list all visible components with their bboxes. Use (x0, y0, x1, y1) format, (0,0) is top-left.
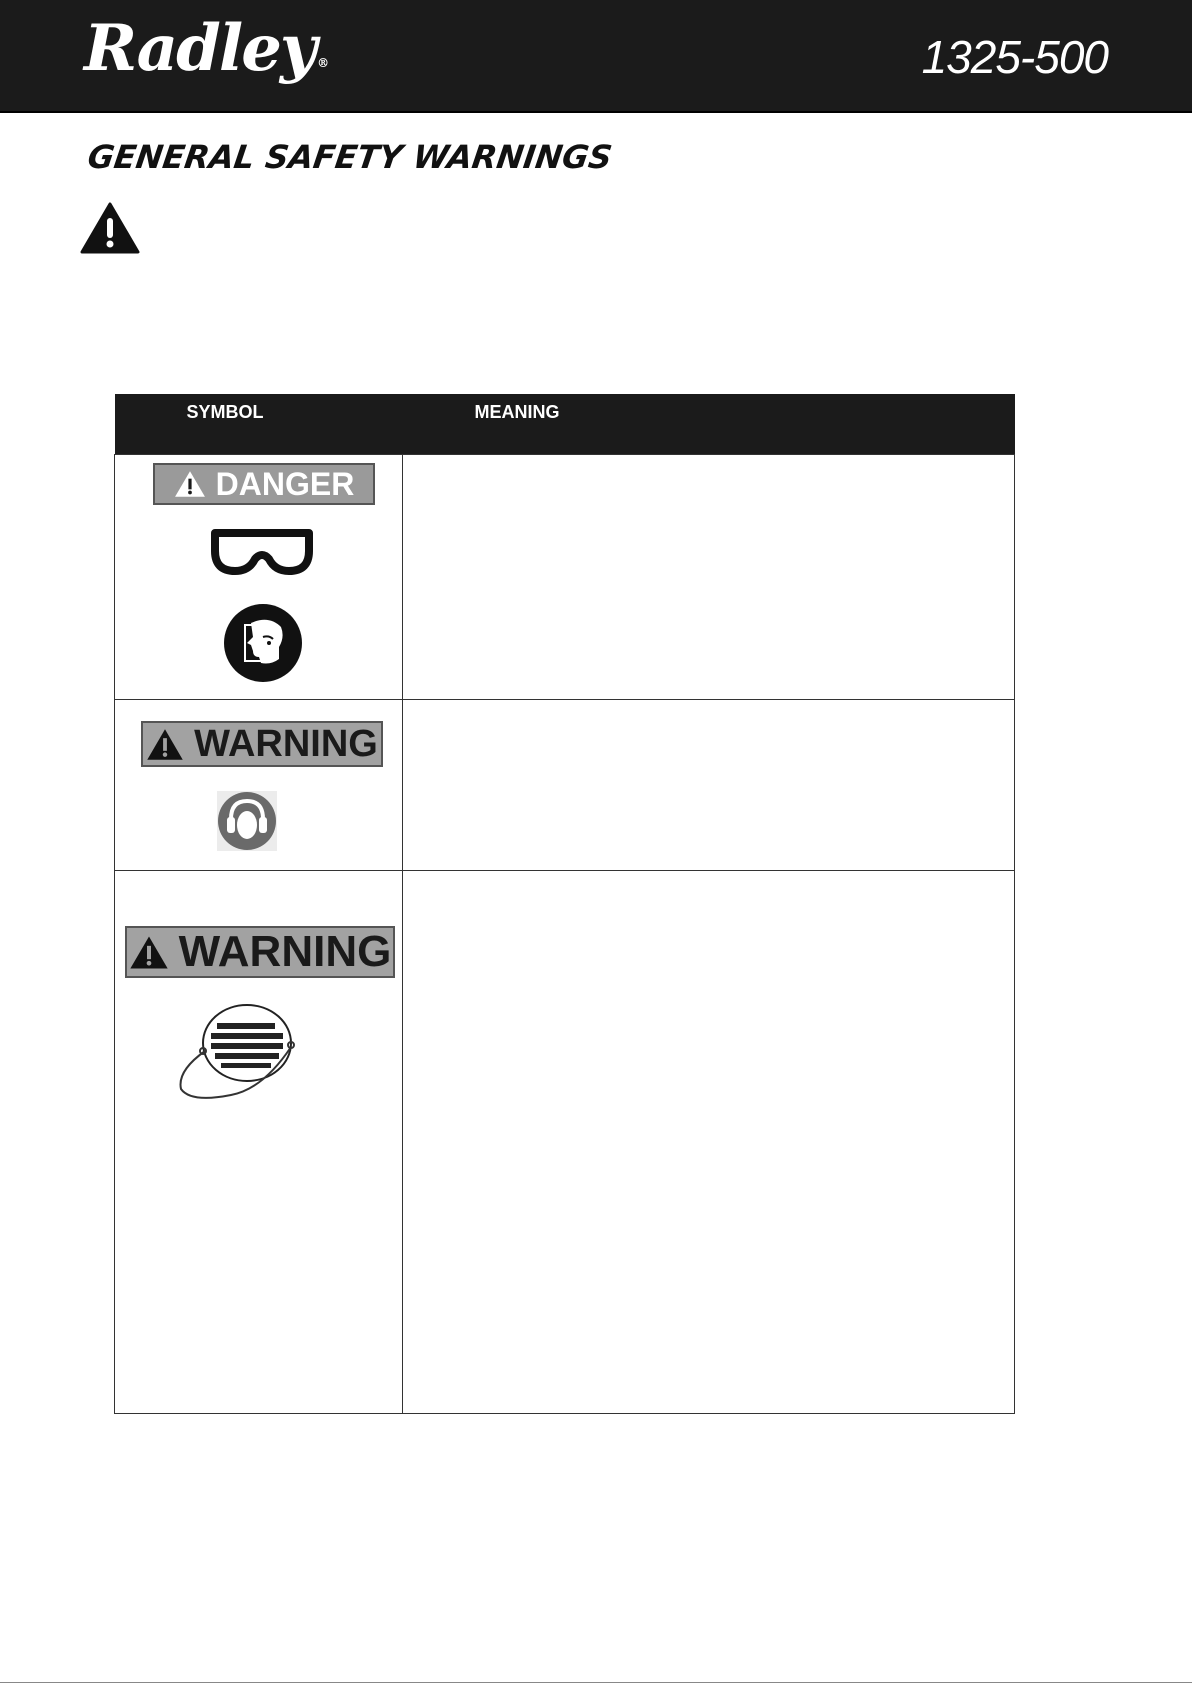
safety-goggles-icon (209, 527, 315, 577)
page-header (0, 0, 1192, 113)
face-shield-icon (223, 603, 303, 683)
symbol-cell (115, 700, 403, 871)
meaning-cell (403, 455, 1015, 700)
column-header-meaning: MEANING (403, 394, 1015, 455)
symbol-cell (115, 455, 403, 700)
warning-triangle-icon (174, 470, 206, 498)
table-row (115, 700, 1015, 871)
dust-mask-icon (171, 999, 311, 1105)
column-header-symbol: SYMBOL (115, 394, 403, 455)
danger-label: DANGER (153, 463, 375, 505)
page-bottom-rule (0, 1682, 1192, 1683)
table-row (115, 455, 1015, 700)
model-number: 1325-500 (921, 31, 1108, 83)
meaning-cell (403, 871, 1015, 1414)
meaning-cell (403, 700, 1015, 871)
warning-label: WARNING (125, 926, 395, 978)
ear-protection-icon (217, 791, 277, 851)
warning-label: WARNING (141, 721, 383, 767)
warning-triangle-icon (129, 935, 169, 970)
page-title: GENERAL SAFETY WARNINGS (85, 138, 615, 176)
warning-triangle-icon (146, 728, 184, 761)
table-header-row (115, 394, 1015, 455)
symbol-cell (115, 871, 403, 1414)
brand-logo: Radley ® (84, 11, 328, 86)
warning-triangle-icon (80, 202, 140, 254)
table-row (115, 871, 1015, 1414)
safety-symbols-table (114, 394, 1015, 1414)
